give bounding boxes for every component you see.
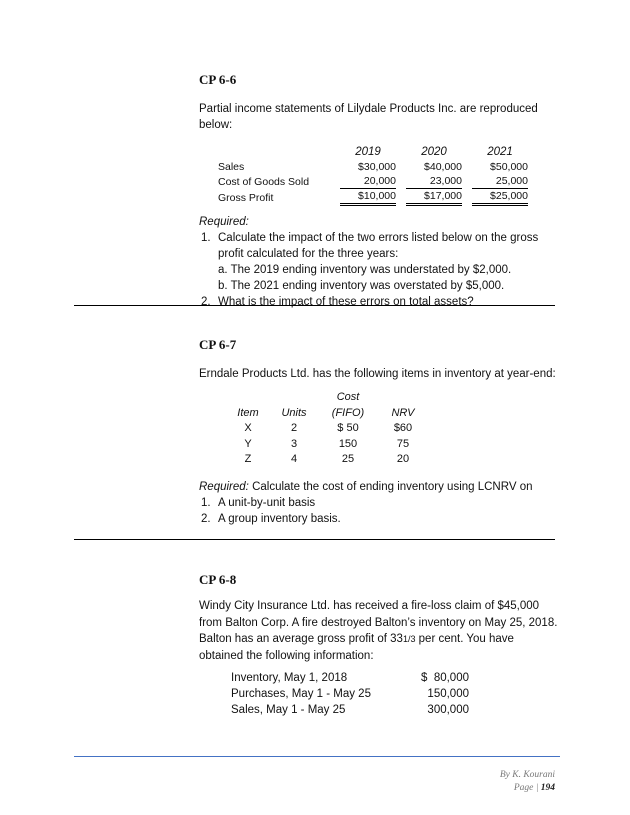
cp67-inventory-table <box>225 390 427 468</box>
table-row: Gross Profit $10,000 $17,000 $25,000 <box>218 189 528 206</box>
cp66-required-label: Required: <box>199 216 249 228</box>
table-row: Y 3 150 75 <box>244 437 410 450</box>
units-header: Units <box>281 406 307 419</box>
list-item: b. The 2021 ending inventory was overstated by $5,000. <box>218 280 505 292</box>
page-number: 194 <box>540 783 555 793</box>
cp66-intro: Partial income statements of Lilydale Products Inc. are reproduced below: <box>199 103 538 131</box>
cp66-title: CP 6-6 <box>199 72 237 87</box>
table-row: Sales $30,000 $40,000 $50,000 <box>218 161 528 173</box>
cp68-intro: Windy City Insurance Ltd. has received a fire-loss claim of $45,000 from Balton Corp. A fire destroyed Balton’s inventory on May 25, 2018. Balton has an average gross profit of 331/3 per cent. You have obtained the following information: <box>199 600 558 662</box>
year-header: 2019 <box>355 146 381 158</box>
cp67-required: Required: Calculate the cost of ending inventory using LCNRV on <box>199 481 533 493</box>
table-row: X 2 $ 50 $60 <box>244 422 413 434</box>
list-item: 1. Calculate the impact of the two errors listed below on the gross profit calculated for the three years: <box>201 232 539 260</box>
footer-page: Page | 194 <box>513 783 555 793</box>
cp68-title: CP 6-8 <box>199 572 237 587</box>
list-item: 2. What is the impact of these errors on total assets? <box>201 296 474 308</box>
section-divider <box>74 305 555 306</box>
section-divider <box>74 539 555 540</box>
table-row: Sales, May 1 - May 25 300,000 <box>231 704 469 716</box>
year-header: 2021 <box>487 146 513 158</box>
cp67-question-list <box>199 495 544 527</box>
fifo-header: (FIFO) <box>331 406 365 419</box>
cp66-question-list <box>199 230 544 310</box>
cp67-title: CP 6-7 <box>199 337 237 352</box>
cost-header: Cost <box>336 391 360 403</box>
cp66-income-table <box>218 144 528 206</box>
table-row: Z 4 25 20 <box>244 453 410 465</box>
cp67-intro: Erndale Products Ltd. has the following items in inventory at year-end: <box>199 368 556 380</box>
footer-author: By K. Kourani <box>499 770 555 780</box>
list-item: 1. A unit-by-unit basis <box>201 497 316 509</box>
list-item: a. The 2019 ending inventory was understated by $2,000. <box>218 264 512 276</box>
cp68-info-table <box>231 670 469 718</box>
table-row: Purchases, May 1 - May 25 150,000 <box>231 688 469 700</box>
table-row: Cost of Goods Sold 20,000 23,000 25,000 <box>218 175 528 188</box>
year-header: 2020 <box>421 146 447 158</box>
nrv-header: NRV <box>391 406 415 419</box>
list-item: 2. A group inventory basis. <box>201 513 341 525</box>
item-header: Item <box>237 406 259 419</box>
table-row: Inventory, May 1, 2018 $ 80,000 <box>231 672 469 684</box>
footer-rule <box>74 756 560 757</box>
